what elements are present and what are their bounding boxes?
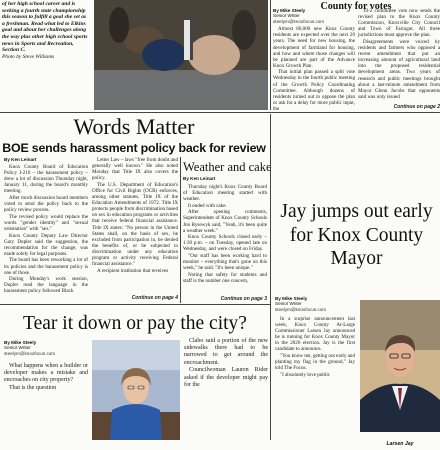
- boe-para: A recipient institution that receives: [97, 267, 169, 274]
- tear-byline-name: By Mike Steely: [4, 340, 37, 345]
- tear-headline-text: Tear it down or pay the city?: [23, 313, 247, 334]
- growth-para: Almost 80,000 new Knox County residents are expected over the next 20 years. The need for new housing, the development of farmland for housing, and how and where those changes will be planned are part of the Advance Knox Growth Plan.: [273, 26, 355, 69]
- boe-col2: [92, 157, 178, 304]
- boe-para: After much discussion board members voted to send the policy back to the policy review process.: [4, 194, 88, 214]
- jay-headline-text: Jay jumps out early for Knox County Mayor: [280, 201, 433, 269]
- boe-para: Knox County Board of Education Policy J-210 – the harassment policy – drew a lot of discussion Thursday night, January 11, during the board's monthly meeting.: [4, 164, 88, 195]
- growth-para: 10-2 committee vote now sends the revised plan to the Knox County Commission, Knoxville City Council and Town of Farragut. All three jurisdictions must approve the plan.: [358, 8, 440, 39]
- tear-photo: [92, 340, 180, 440]
- growth-byline-email[interactable]: steelym@knoxfocus.com: [273, 18, 325, 24]
- jay-byline-name: By Mike Steely: [275, 296, 308, 301]
- weather-para: Thursday night's Knox County Board of Education meeting started with weather.: [183, 184, 267, 203]
- jay-col: [275, 316, 355, 440]
- weather-para: Knox County Schools closed early – 1:30 p.m. – on Tuesday, opened late on Wednesday, and were closed on Friday.: [183, 234, 267, 253]
- weather-byline-name: By Ken Leinart: [183, 176, 216, 181]
- wrestling-photo: [94, 0, 268, 110]
- jay-para: "You know me, getting out early and planting my flag in the ground," Jay told The Focus.: [275, 353, 355, 372]
- weather-byline: [183, 176, 263, 183]
- tear-byline-title: Senior Writer: [4, 345, 31, 351]
- top-caption-text: of her high school career and is seeking a fourth state championship this season to fulfill a goal she set as a freshman. Read what led to Elkins goal and about her challenges along the way plus other high school sports news in Sports and Recreation, Section C.: [2, 1, 88, 54]
- tear-para: Councilwoman Lauren Rider asked if the developer might pay for the: [184, 367, 268, 388]
- wrestling-photo-art: [94, 0, 268, 110]
- growth-para: That initial plan passed a split vote Wednesday in the fourth public meeting of the Growth Policy Coordinating Committee. Although dozens of residents turned out to oppose the plan or ask for a delay for more public input, the: [273, 69, 355, 112]
- growth-byline-title: Senior Writer: [273, 13, 300, 19]
- words-matter-kicker-text: Words Matter: [73, 114, 195, 139]
- weather-para: After opening comments, Superintendent of Knox County Schools Jon Rysewyk said, "Yeah, it's been quite a weather week.": [183, 209, 267, 234]
- boe-para: The board has been reworking a lot of its policies and the harassment policy is one of those.: [4, 257, 88, 276]
- tear-para: Clabo said a portion of the new sidewalks there had to be narrowed to get around the encroachment.: [184, 338, 268, 366]
- jay-headline: [273, 200, 440, 274]
- weather-para: "Our staff has been working hard to monitor – everything that's gone on this week," he said. "It's been unique.": [183, 253, 267, 272]
- tear-byline: [4, 340, 84, 360]
- tear-col2: [184, 338, 268, 440]
- jay-para: In a surprise announcement last week, Knox County At-Large Commissioner Larsen Jay announced he is running for Knox County Mayor in the 2026 election. Jay is the first candidate to announce.: [275, 316, 355, 353]
- words-matter-headline-text: BOE sends harassment policy back for review: [2, 141, 266, 155]
- weather-col: [183, 184, 267, 304]
- weather-headline-text: Weather and cake: [183, 160, 272, 174]
- tear-byline-email[interactable]: steelym@knoxfocus.com: [4, 350, 56, 356]
- jay-byline-email[interactable]: steelym@knoxfocus.com: [275, 306, 327, 312]
- jay-byline-title: Senior Writer: [275, 301, 302, 307]
- top-right-headline-text: County for votes: [320, 1, 392, 12]
- boe-para: During Monday's work session, Dupler read the language in the harassment policy followed Black: [4, 276, 88, 295]
- weather-headline: [183, 158, 271, 174]
- boe-para: Letter Law – laws "free from doubt and generally well known." He also noted Monday that Title IX also covers the policy.: [92, 157, 178, 182]
- boe-col1: [4, 164, 88, 304]
- larsen-jay-caption-text: Larsen Jay: [386, 441, 414, 447]
- larsen-jay-photo-caption: [360, 432, 440, 447]
- boe-para: The U.S. Department of Education's Office for Civil Rights (OCR) enforces, among other statutes, Title IX of the Education Amendments of 1972. Title IX protects people from discrimination based on sex in education programs or activities that receive federal financial assistance. Title IX states: "No person in the United States shall, on the basis of sex, be excluded from participation in, be denied the benefits of, or be subjected to discrimination under any education program or activity receiving Federal financial assistance.": [92, 181, 178, 268]
- boe-para: Knox County Deputy Law Director Gary Dupler said the suggestion, the recommendation for the change, was made solely for legal purposes.: [4, 232, 88, 257]
- jay-byline: [275, 296, 355, 316]
- weather-continue-link[interactable]: Continue on page 3: [220, 296, 267, 302]
- boe-para: The revised policy would replace the words "gender identity" and "sexual orientation" with "sex.": [4, 213, 88, 232]
- growth-col1: [273, 8, 355, 110]
- words-matter-headline: [0, 139, 268, 155]
- growth-col2: [358, 8, 440, 112]
- boe-byline-name: By Ken Leinart: [4, 157, 37, 162]
- jay-para: "I absolutely love public: [280, 371, 331, 378]
- weather-para: Noting that safety for students and staff is the number one concern,: [183, 271, 267, 284]
- tear-para: What happens when a builder or developer makes a mistake and encroaches on city property?: [4, 363, 88, 384]
- tear-col1: [4, 363, 88, 440]
- tear-headline: [0, 312, 270, 336]
- growth-byline-name: By Mike Steely: [273, 8, 306, 13]
- tear-photo-art: [92, 340, 180, 440]
- tear-para: That is the question: [9, 385, 57, 392]
- boe-byline: [4, 157, 84, 164]
- larsen-jay-photo: [360, 300, 440, 432]
- top-caption-credit: Photo by Steve Williams: [2, 53, 55, 60]
- top-caption: [0, 0, 92, 124]
- weather-para: It ended with cake.: [188, 202, 227, 209]
- growth-continue-link[interactable]: Continue on page 2: [393, 104, 440, 110]
- larsen-jay-portrait: [360, 300, 440, 432]
- words-matter-kicker: [0, 114, 268, 140]
- boe-continue-link[interactable]: Continue on page 4: [131, 295, 178, 301]
- growth-para: Disagreements were voiced by residents and farmers who opposed a recent amendment that put an increasing amount of agricultural land into the proposed residential development areas. Two years of research and public meetings brought about a last-minute amendment from Mayor Glenn Jacobs that opponents said was only issued: [358, 38, 440, 100]
